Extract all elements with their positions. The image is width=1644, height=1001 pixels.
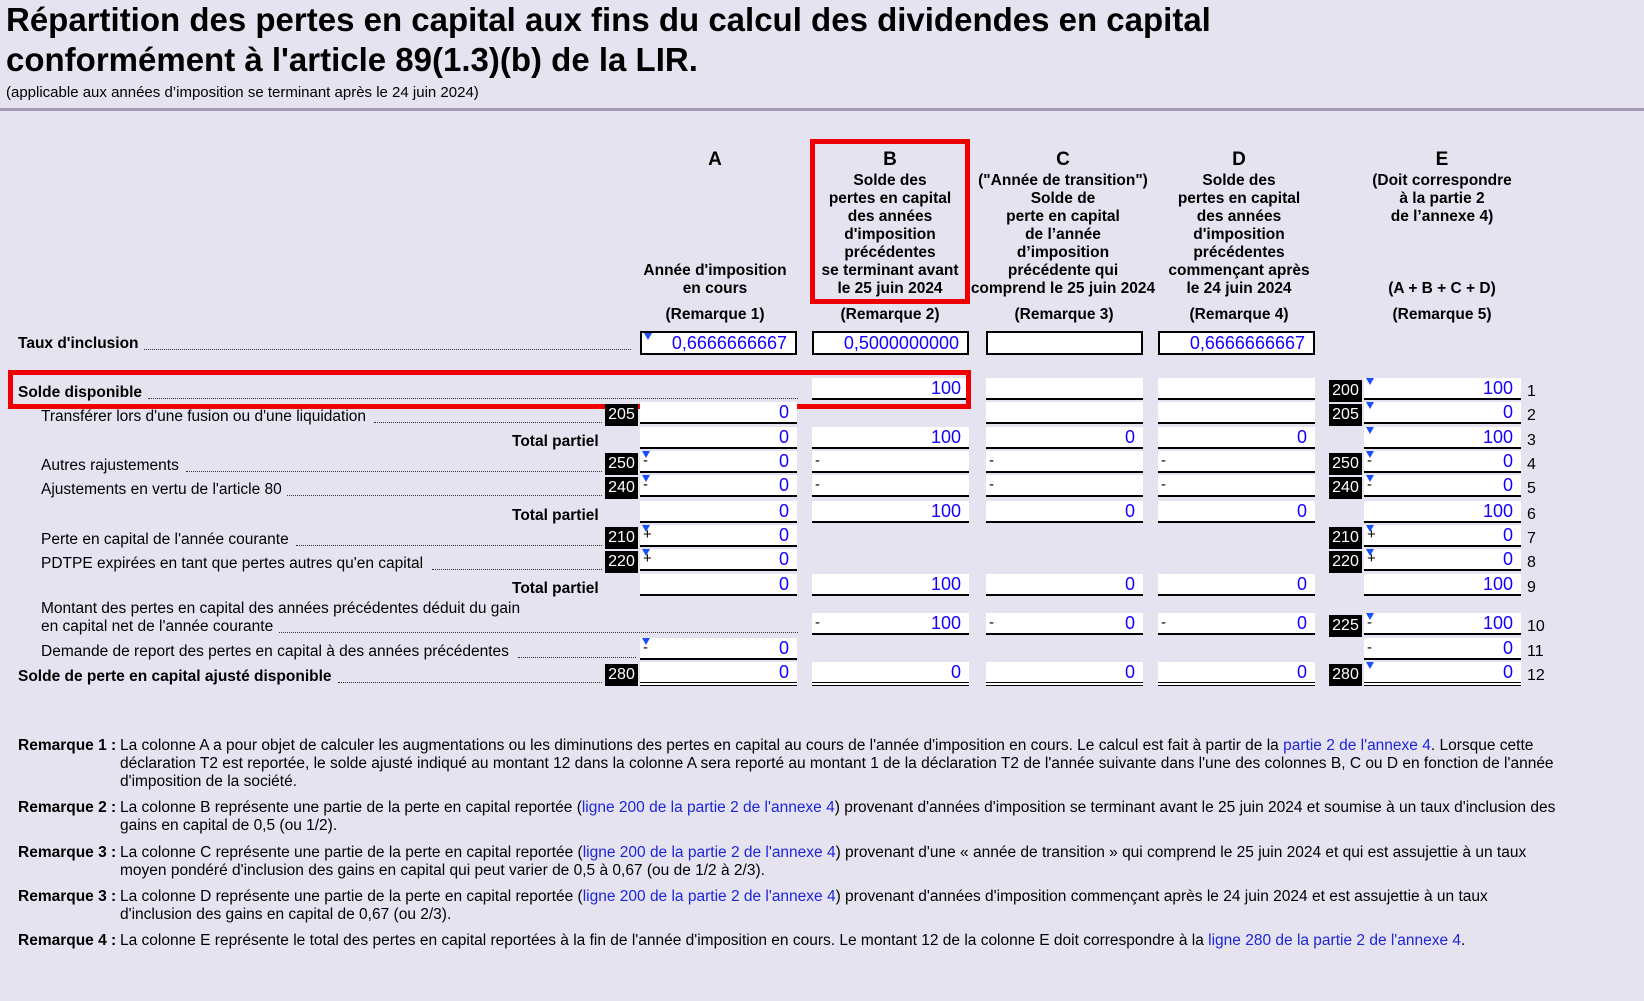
row-4-b-field[interactable] [812, 451, 969, 473]
column-letter-d: D [1232, 149, 1246, 170]
row-6-b-field [812, 501, 969, 523]
row-11-a-value: 0 [778, 638, 789, 658]
row-4-d-field[interactable] [1158, 451, 1315, 473]
column-remark-c: (Remarque 3) [1014, 306, 1114, 323]
line-number: 8 [1527, 554, 1536, 571]
column-desc-a [632, 262, 798, 298]
line-code-e: 280 [1329, 664, 1362, 686]
row-9-label: Total partiel [512, 580, 599, 597]
row-12-a-value: 0 [778, 662, 789, 682]
column-desc-d-line: d'imposition [1193, 226, 1285, 243]
row-9-a-field [640, 574, 797, 596]
column-desc-d-line: pertes en capital [1177, 190, 1301, 207]
column-remark-a: (Remarque 1) [665, 306, 765, 323]
row-9-b-value: 100 [930, 574, 961, 594]
line-number: 9 [1527, 579, 1536, 596]
line-number: 11 [1527, 643, 1544, 660]
row-4-c-field[interactable] [986, 451, 1143, 473]
row-3-c-value: 0 [1124, 427, 1135, 447]
leader-dots [144, 349, 631, 350]
row-12-d-field [1158, 662, 1315, 686]
minus-sign: - [989, 476, 994, 493]
line-number: 2 [1527, 407, 1536, 424]
leader-dots [518, 657, 636, 658]
line-code-e: 220 [1329, 551, 1362, 573]
row-3-a-value: 0 [778, 427, 789, 447]
inclusion-rate-a-value: 0,6666666667 [671, 333, 787, 353]
dropdown-marker-icon [1366, 402, 1374, 409]
page-subtitle: (applicable aux années d’imposition se terminant après le 24 juin 2024) [6, 84, 479, 101]
leader-dots [338, 682, 602, 683]
line-code-a: 240 [605, 477, 638, 499]
note-label: Remarque 4 : [18, 932, 117, 949]
row-1-d-field[interactable] [1158, 378, 1315, 400]
row-12-e-field [1364, 662, 1521, 686]
leader-dots [432, 569, 602, 570]
row-6-e-field [1364, 501, 1521, 523]
column-letter-c: C [1056, 149, 1070, 170]
minus-sign: - [1161, 452, 1166, 469]
inclusion-rate-b-value: 0,5000000000 [843, 333, 959, 353]
row-2-d-field[interactable] [1158, 402, 1315, 424]
row-6-a-field [640, 501, 797, 523]
inclusion-rate-b-field[interactable] [812, 331, 969, 355]
minus-sign: - [1161, 614, 1166, 631]
inclusion-rate-d-field[interactable] [1158, 331, 1315, 355]
line-number: 5 [1527, 480, 1536, 497]
column-desc-e-line: de l’annexe 4) [1390, 208, 1494, 225]
row-5-e-field[interactable] [1364, 475, 1521, 497]
row-6-label: Total partiel [512, 507, 599, 524]
plus-sign: + [643, 526, 652, 543]
inclusion-rate-label: Taux d'inclusion [18, 335, 139, 352]
row-6-a-value: 0 [778, 501, 789, 521]
row-10-e-field[interactable] [1364, 613, 1521, 635]
page-title [6, 0, 1211, 80]
column-desc-e-line: (Doit correspondre [1372, 172, 1512, 189]
row-6-e-value: 100 [1482, 501, 1513, 521]
row-3-b-value: 100 [930, 427, 961, 447]
row-6-c-field [986, 501, 1143, 523]
row-2-label: Transférer lors d'une fusion ou d'une liquidation [41, 408, 367, 425]
row-4-e-field[interactable] [1364, 451, 1521, 473]
row-9-a-value: 0 [778, 574, 789, 594]
row-3-d-value: 0 [1296, 427, 1307, 447]
minus-sign: - [1367, 639, 1372, 656]
line-code-e: 200 [1329, 380, 1362, 402]
column-letter-e: E [1435, 149, 1449, 170]
note-link[interactable]: ligne 200 de la partie 2 de l'annexe 4 [582, 844, 836, 861]
row-10-d-value: 0 [1296, 613, 1307, 633]
dropdown-marker-icon [644, 333, 652, 340]
note-2 [18, 799, 1563, 835]
note-link[interactable]: ligne 280 de la partie 2 de l'annexe 4 [1208, 932, 1462, 949]
row-7-a-field[interactable] [640, 525, 797, 547]
row-2-a-field[interactable] [640, 402, 797, 424]
row-4-a-value: 0 [778, 451, 789, 471]
plus-sign: + [1367, 526, 1376, 543]
line-code-e: 240 [1329, 477, 1362, 499]
minus-sign: - [815, 452, 820, 469]
note-5 [18, 932, 1563, 950]
note-4 [18, 888, 1563, 924]
row-2-e-value: 0 [1502, 402, 1513, 422]
leader-dots [296, 545, 602, 546]
row-4-label: Autres rajustements [41, 457, 179, 474]
row-10-label-line1: Montant des pertes en capital des années précédentes déduit du gain [41, 600, 521, 617]
note-label: Remarque 1 : [18, 737, 117, 754]
note-label: Remarque 2 : [18, 799, 117, 816]
note-text: La colonne D représente une partie de la perte en capital reportée (ligne 200 de la partie 2 de l'annexe 4) provenant d'années d'imposition commençant après le 24 juin 2024 et est assujettie à un taux d'inclusion des gains en capital de 0,67 (ou 2/3). [120, 888, 1488, 923]
minus-sign: - [1367, 476, 1372, 493]
row-11-e-value: 0 [1502, 638, 1513, 658]
row-3-b-field [812, 427, 969, 449]
row-9-d-value: 0 [1296, 574, 1307, 594]
inclusion-rate-d-value: 0,6666666667 [1189, 333, 1305, 353]
column-desc-a-line: en cours [682, 280, 748, 297]
row-11-label: Demande de report des pertes en capital à des années précédentes [41, 643, 509, 660]
column-desc-b-line: le 25 juin 2024 [837, 280, 943, 297]
row-4-e-value: 0 [1502, 451, 1513, 471]
row-9-c-value: 0 [1124, 574, 1135, 594]
row-7-a-value: 0 [778, 525, 789, 545]
minus-sign: - [643, 452, 648, 469]
column-header-e [1350, 150, 1534, 226]
minus-sign: - [1161, 476, 1166, 493]
row-12-d-value: 0 [1296, 662, 1307, 682]
note-label: Remarque 3 : [18, 888, 117, 905]
column-desc-c-line: comprend le 25 juin 2024 [970, 280, 1156, 297]
leader-dots [374, 422, 602, 423]
column-desc-b-line: Solde des [853, 172, 927, 189]
row-12-label: Solde de perte en capital ajusté disponible [18, 668, 332, 685]
column-desc-c-line: précédente qui [1007, 262, 1119, 279]
page-title-line2: conformément à l'article 89(1.3)(b) de la LIR. [6, 41, 698, 78]
row-6-d-field [1158, 501, 1315, 523]
dropdown-marker-icon [1366, 427, 1374, 434]
row-2-c-field[interactable] [986, 402, 1143, 424]
row-9-c-field [986, 574, 1143, 596]
column-header-c [966, 150, 1160, 298]
column-desc-d-line: précédentes [1193, 244, 1285, 261]
row-5-c-field[interactable] [986, 475, 1143, 497]
row-6-d-value: 0 [1296, 501, 1307, 521]
plus-sign: + [643, 550, 652, 567]
column-desc-e-line: à la partie 2 [1399, 190, 1485, 207]
column-desc-d-line: commençant après [1168, 262, 1310, 279]
row-2-e-field[interactable] [1364, 402, 1521, 424]
row-5-e-value: 0 [1502, 475, 1513, 495]
line-number: 4 [1527, 456, 1536, 473]
row-8-e-value: 0 [1502, 549, 1513, 569]
row-8-e-field[interactable] [1364, 549, 1521, 571]
column-desc-a-line: Année d'imposition [643, 262, 787, 279]
row-12-e-value: 0 [1502, 662, 1513, 682]
line-code-e: 205 [1329, 404, 1362, 426]
row-1-highlight-box [8, 370, 971, 409]
row-7-e-field[interactable] [1364, 525, 1521, 547]
inclusion-rate-c-field[interactable] [986, 331, 1143, 355]
row-8-label: PDTPE expirées en tant que pertes autres qu'en capital [41, 555, 424, 572]
row-9-e-field [1364, 574, 1521, 596]
line-number: 6 [1527, 506, 1536, 523]
note-text: La colonne C représente une partie de la perte en capital reportée (ligne 200 de la partie 2 de l'annexe 4) provenant d'une « année de transition » qui comprend le 25 juin 2024 et qui est assujettie à un taux moyen pondéré d'inclusion des gains en capital qui peut varier de 0,5 à 0,67 (ou de 1/2 à 2/3). [120, 844, 1527, 879]
note-text: La colonne A a pour objet de calculer les augmentations ou les diminutions des pertes en capital au cours de l'année d'imposition en cours. Le calcul est fait à partir de la partie 2 de l'annexe 4. Lorsque cette déclaration T2 est reportée, le solde ajusté indiqué au montant 12 dans la colonne A sera reporté au montant 1 de la déclaration T2 de l'année suivante dans l'une des colonnes B, C ou D en fonction de l'année d'imposition de la société. [120, 737, 1554, 790]
column-desc-b-line: des années [847, 208, 933, 225]
row-5-a-field[interactable] [640, 475, 797, 497]
row-1-e-field[interactable] [1364, 378, 1521, 400]
row-10-e-value: 100 [1482, 613, 1513, 633]
row-10-c-field[interactable] [986, 613, 1143, 635]
row-9-b-field [812, 574, 969, 596]
line-code-e: 210 [1329, 527, 1362, 549]
dropdown-marker-icon [1366, 378, 1374, 385]
row-5-a-value: 0 [778, 475, 789, 495]
leader-dots [287, 495, 602, 496]
minus-sign: - [989, 452, 994, 469]
column-letter-a: A [708, 149, 722, 170]
column-desc-d-line: le 24 juin 2024 [1186, 280, 1292, 297]
note-text: La colonne E représente le total des pertes en capital reportées à la fin de l'année d'imposition en cours. Le montant 12 de la colonne E doit correspondre à la ligne 280 de la partie 2 de l'annexe 4. [120, 932, 1466, 949]
row-7-label: Perte en capital de l'année courante [41, 531, 289, 548]
row-12-b-field [812, 662, 969, 686]
row-8-a-value: 0 [778, 549, 789, 569]
line-number: 10 [1527, 618, 1545, 635]
inclusion-rate-a-field[interactable] [640, 331, 797, 355]
column-desc-c-line: Solde de [1030, 190, 1096, 207]
note-link[interactable]: ligne 200 de la partie 2 de l'annexe 4 [581, 799, 835, 816]
row-10-c-value: 0 [1124, 613, 1135, 633]
column-remark-e: (Remarque 5) [1392, 306, 1492, 323]
line-code-a: 210 [605, 527, 638, 549]
row-12-a-field [640, 662, 797, 686]
minus-sign: - [989, 614, 994, 631]
note-3 [18, 844, 1563, 880]
row-10-d-field[interactable] [1158, 613, 1315, 635]
line-code-a: 280 [605, 664, 638, 686]
row-6-b-value: 100 [930, 501, 961, 521]
column-b-highlight-box [810, 139, 970, 304]
note-link[interactable]: ligne 200 de la partie 2 de l'annexe 4 [582, 888, 836, 905]
row-1-e-value: 100 [1482, 378, 1513, 398]
row-3-a-field [640, 427, 797, 449]
row-8-a-field[interactable] [640, 549, 797, 571]
row-10-label-line2: en capital net de l'année courante [41, 618, 274, 635]
column-header-a [635, 150, 795, 172]
note-link[interactable]: partie 2 de l'annexe 4 [1283, 737, 1431, 754]
leader-dots [279, 632, 798, 633]
line-code-a: 250 [605, 453, 638, 475]
row-6-c-value: 0 [1124, 501, 1135, 521]
leader-dots [186, 471, 602, 472]
row-4-a-field[interactable] [640, 451, 797, 473]
column-remark-b: (Remarque 2) [840, 306, 940, 323]
row-3-d-field [1158, 427, 1315, 449]
column-desc-b-line: pertes en capital [828, 190, 952, 207]
column-desc-c-line: d’imposition [1016, 244, 1110, 261]
line-number: 1 [1527, 383, 1536, 400]
plus-sign: + [1367, 550, 1376, 567]
row-11-a-field[interactable] [640, 638, 797, 660]
row-1-label: Solde disponible [18, 384, 143, 401]
line-number: 12 [1527, 667, 1545, 684]
line-number: 3 [1527, 432, 1536, 449]
dropdown-marker-icon [1366, 662, 1374, 669]
line-code-a: 205 [605, 404, 638, 426]
row-11-e-field[interactable] [1364, 638, 1521, 660]
column-desc-b-line: précédentes [844, 244, 936, 261]
row-5-b-field[interactable] [812, 475, 969, 497]
row-3-c-field [986, 427, 1143, 449]
column-remark-d: (Remarque 4) [1189, 306, 1289, 323]
column-desc-c-line: de l’année [1025, 226, 1101, 243]
row-9-d-field [1158, 574, 1315, 596]
line-number: 7 [1527, 530, 1536, 547]
row-9-e-value: 100 [1482, 574, 1513, 594]
row-1-c-field[interactable] [986, 378, 1143, 400]
note-text: La colonne B représente une partie de la perte en capital reportée (ligne 200 de la partie 2 de l'annexe 4) provenant d'années d'imposition se terminant avant le 25 juin 2024 et soumise à un taux d'inclusion des gains en capital de 0,5 (ou 1/2). [120, 799, 1556, 834]
column-desc-c-line: perte en capital [1006, 208, 1120, 225]
column-desc-d-line: des années [1196, 208, 1282, 225]
row-12-c-field [986, 662, 1143, 686]
row-12-b-value: 0 [950, 662, 961, 682]
row-3-label: Total partiel [512, 433, 599, 450]
minus-sign: - [643, 476, 648, 493]
row-3-e-value: 100 [1482, 427, 1513, 447]
title-divider [0, 108, 1644, 111]
minus-sign: - [815, 476, 820, 493]
minus-sign: - [1367, 452, 1372, 469]
row-3-e-field [1364, 427, 1521, 449]
note-label: Remarque 3 : [18, 844, 117, 861]
row-5-d-field[interactable] [1158, 475, 1315, 497]
row-10-b-value: 100 [930, 613, 961, 633]
row-12-c-value: 0 [1124, 662, 1135, 682]
column-desc-b-line: d'imposition [844, 226, 936, 243]
minus-sign: - [1367, 614, 1372, 631]
column-desc-b-line: se terminant avant [821, 262, 959, 279]
column-letter-b: B [883, 149, 897, 170]
page-title-line1: Répartition des pertes en capital aux fins du calcul des dividendes en capital [6, 1, 1211, 38]
column-header-d [1156, 150, 1322, 298]
line-code-e: 250 [1329, 453, 1362, 475]
row-1-b-value: 100 [930, 378, 961, 398]
minus-sign: - [643, 639, 648, 656]
minus-sign: - [815, 614, 820, 631]
column-desc-c-line: ("Année de transition") [978, 172, 1148, 189]
row-2-a-value: 0 [778, 402, 789, 422]
note-1 [18, 737, 1563, 791]
row-5-label: Ajustements en vertu de l'article 80 [41, 481, 282, 498]
column-desc-d-line: Solde des [1202, 172, 1276, 189]
line-code-e: 225 [1329, 615, 1362, 637]
column-formula-e: (A + B + C + D) [1388, 280, 1496, 297]
row-10-b-field[interactable] [812, 613, 969, 635]
line-code-a: 220 [605, 551, 638, 573]
row-7-e-value: 0 [1502, 525, 1513, 545]
